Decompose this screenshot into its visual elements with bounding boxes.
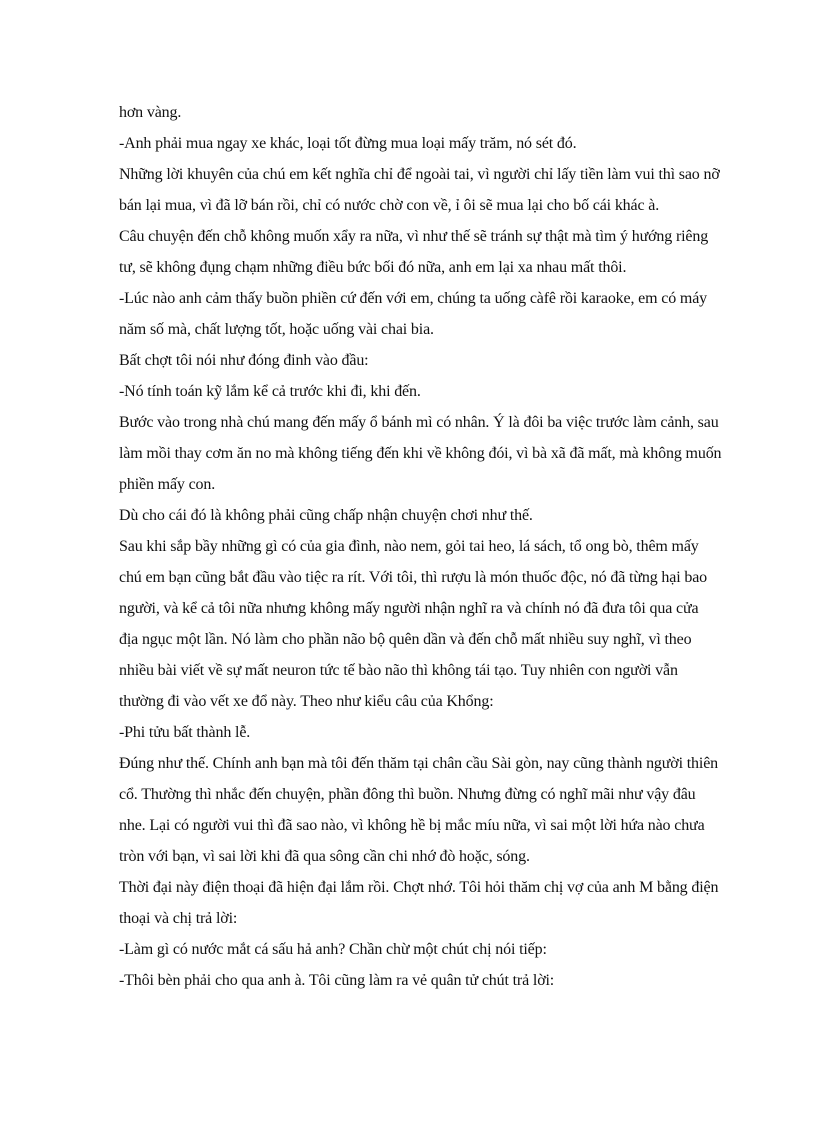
text-line: Bước vào trong nhà chú mang đến mấy ổ bánh mì có nhân. Ý là đôi ba việc trước làm cảnh, sau [119,414,719,431]
text-line: -Thôi bèn phải cho qua anh à. Tôi cũng làm ra vẻ quân tử chút trả lời: [119,972,555,989]
text-line: nhiều bài viết về sự mất neuron tức tế bào não thì không tái tạo. Tuy nhiên con người vẫn [119,662,678,679]
text-line: -Làm gì có nước mắt cá sấu hả anh? Chần chừ một chút chị nói tiếp: [119,941,547,958]
text-line: Đúng như thế. Chính anh bạn mà tôi đến thăm tại chân cầu Sài gòn, nay cũng thành người thiên [119,755,718,772]
text-line: -Lúc nào anh cảm thấy buồn phiền cứ đến với em, chúng ta uống càfê rồi karaoke, em có máy [119,290,708,307]
text-line: người, và kể cả tôi nữa nhưng không mấy người nhận nghĩ ra và chính nó đã đưa tôi qua cửa [119,600,699,617]
text-line: tròn với bạn, vì sai lời khi đã qua sông cần chi nhớ đò hoặc, sóng. [119,848,530,865]
text-line: -Nó tính toán kỹ lắm kể cả trước khi đi, khi đến. [119,383,421,400]
text-line: năm số mà, chất lượng tốt, hoặc uống vài chai bia. [119,321,434,338]
text-line: cổ. Thường thì nhắc đến chuyện, phần đông thì buồn. Nhưng đừng có nghĩ mãi như vậy đâu [119,786,696,803]
text-line: Thời đại này điện thoại đã hiện đại lắm rồi. Chợt nhớ. Tôi hỏi thăm chị vợ của anh M bằng điện [119,879,719,896]
text-line: tư, sẽ không đụng chạm những điều bức bối đó nữa, anh em lại xa nhau mất thôi. [119,259,627,276]
text-line: hơn vàng. [119,104,182,121]
text-line: bán lại mua, vì đã lỡ bán rồi, chỉ có nước chờ con về, ỉ ôi sẽ mua lại cho bố cái khác à. [119,197,660,214]
text-line: chú em bạn cũng bắt đầu vào tiệc ra rít. Với tôi, thì rượu là món thuốc độc, nó đã từng hại bao [119,569,708,586]
text-line: nhe. Lại có người vui thì đã sao nào, vì không hề bị mắc míu nữa, vì sai một lời hứa nào chưa [119,817,705,834]
text-line: thường đi vào vết xe đổ này. Theo như kiểu câu của Khổng: [119,693,494,710]
text-line: địa ngục một lần. Nó làm cho phần não bộ quên dần và đến chỗ mất nhiều suy nghĩ, vì theo [119,631,692,648]
text-line: -Anh phải mua ngay xe khác, loại tốt đừng mua loại mấy trăm, nó sét đó. [119,135,577,152]
text-line: -Phi tửu bất thành lễ. [119,724,251,741]
text-line: Câu chuyện đến chỗ không muốn xẩy ra nữa, vì như thế sẽ tránh sự thật mà tìm ý hướng riêng [119,228,709,245]
text-line: Dù cho cái đó là không phải cũng chấp nhận chuyện chơi như thế. [119,507,533,524]
text-line: phiền mấy con. [119,476,216,493]
text-line: thoại và chị trả lời: [119,910,238,927]
text-line: Bất chợt tôi nói như đóng đinh vào đầu: [119,352,369,369]
text-line: làm mồi thay cơm ăn no mà không tiếng đến khi về không đói, vì bà xã đã mất, mà không muốn [119,445,722,462]
text-line: Những lời khuyên của chú em kết nghĩa chỉ để ngoài tai, vì người chỉ lấy tiền làm vui thì sao nỡ [119,166,720,183]
text-line: Sau khi sắp bầy những gì có của gia đình, nào nem, gỏi tai heo, lá sách, tổ ong bò, thêm mấy [119,538,699,555]
